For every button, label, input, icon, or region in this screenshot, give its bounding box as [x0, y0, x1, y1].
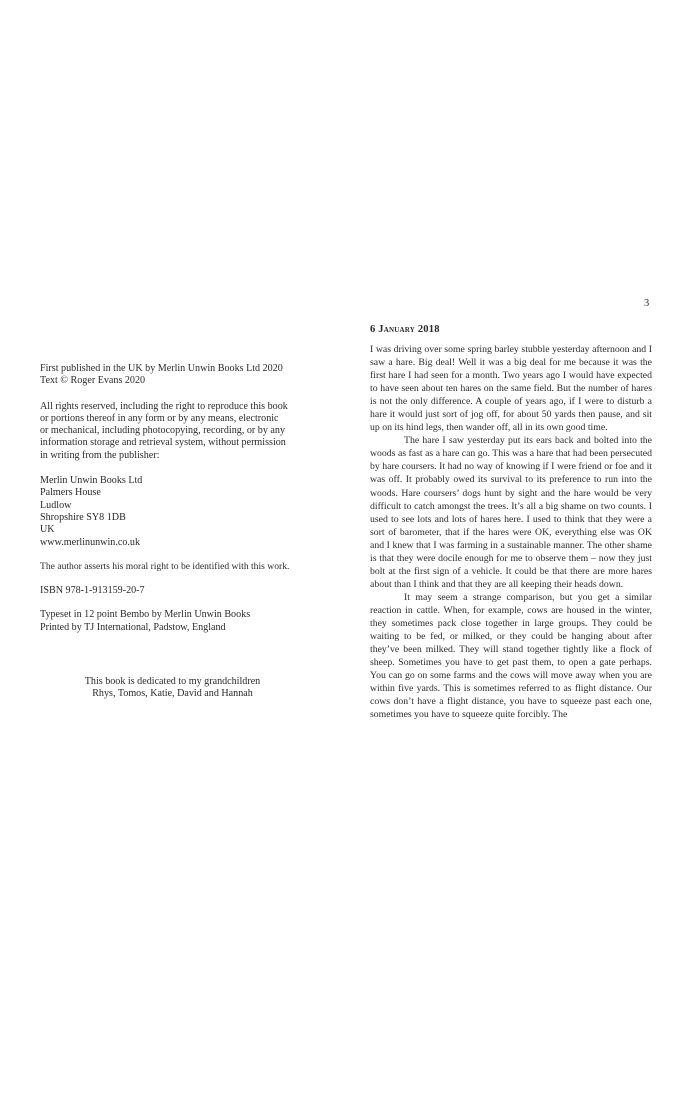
copyright-line: ISBN 978-1-913159-20-7	[40, 585, 145, 597]
copyright-line: Ludlow	[40, 499, 72, 511]
dedication	[40, 676, 305, 701]
copyright-line: information storage and retrieval system, without permission	[40, 437, 286, 449]
copyright-line: or mechanical, including photocopying, recording, or by any	[40, 425, 285, 437]
copyright-line: Palmers House	[40, 487, 101, 499]
typesetting-info	[40, 609, 315, 634]
copyright-line: Merlin Unwin Books Ltd	[40, 475, 143, 487]
body-text	[370, 343, 652, 721]
copyright-line: in writing from the publisher:	[40, 449, 160, 461]
dedication-line: This book is dedicated to my grandchildren	[84, 676, 261, 687]
page-number: 3	[644, 298, 650, 309]
copyright-line: The author asserts his moral right to be identified with this work.	[40, 560, 290, 572]
dedication-line: Rhys, Tomos, Katie, David and Hannah	[92, 688, 253, 700]
copyright-line: or portions thereof in any form or by any means, electronic	[40, 412, 279, 424]
moral-rights	[40, 561, 315, 573]
copyright-line: www.merlinunwin.co.uk	[40, 536, 140, 548]
paragraph: I was driving over some spring barley stubble yesterday afternoon and I saw a hare. Big deal! Well it was a big deal for me because it was the first hare I had seen for a month. Two years ago I would have expected to have seen about ten hares on the same field. But the number of hares is not the only difference. A couple of years ago, if I were to disturb a hare it would just sort of jog off, for about 50 yards then pause, and sit up on its hind legs, then wander off, all in its own good time.	[370, 344, 652, 434]
copyright-line: Printed by TJ International, Padstow, England	[40, 621, 226, 633]
copyright-line: Text © Roger Evans 2020	[40, 375, 146, 387]
paragraph: The hare I saw yesterday put its ears back and bolted into the woods as fast as a hare can go. This was a hare that had been persecuted by hare coursers. It had no way of knowing if I were friend or foe and it was off. It probably owed its survival to its preference to run into the woods. Hare coursers’ dogs hunt by sight and the hare would be very difficult to catch amongst the trees. It’s all a big shame on two counts. I used to see lots and lots of hares here. I used to think that they were a sort of barometer, that if the hares were OK, everything else was OK and I knew that I was farming in a sustainable manner. The other shame is that they were docile enough for me to observe them – now they just bolt at the first sign of a vehicle. It could be that there are more hares about than I think and that they are all keeping their heads down.	[370, 435, 652, 590]
copyright-line: Shropshire SY8 1DB	[40, 511, 126, 523]
entry-year: 2018	[417, 324, 440, 335]
isbn	[40, 585, 315, 597]
copyright-line: Typeset in 12 point Bembo by Merlin Unwin Books	[40, 609, 251, 621]
publication-info	[40, 363, 315, 388]
copyright-block	[40, 363, 315, 634]
entry-day: 6	[370, 324, 376, 335]
entry-date-heading	[370, 324, 440, 335]
paragraph: It may seem a strange comparison, but you get a similar reaction in cattle. When, for example, cows are housed in the winter, they sometimes pack close together in large groups. They could be waiting to be fed, or milked, or they could be hanging about after they’ve been milked. They will stand together tightly like a flock of sheep. Sometimes you have to get past them, to open a gate perhaps. You can go on some farms and the cows will move away when you are within five yards. This is sometimes referred to as flight distance. Our cows don’t have a flight distance, you have to squeeze past each one, sometimes you have to squeeze quite forcibly. The	[370, 591, 652, 721]
copyright-line: All rights reserved, including the right to reproduce this book	[40, 400, 288, 412]
text-page	[350, 0, 700, 1096]
rights-notice	[40, 401, 315, 462]
copyright-line: UK	[40, 524, 55, 536]
entry-month: January	[378, 324, 416, 335]
publisher-address	[40, 475, 315, 549]
copyright-line: First published in the UK by Merlin Unwin Books Ltd 2020	[40, 363, 283, 374]
